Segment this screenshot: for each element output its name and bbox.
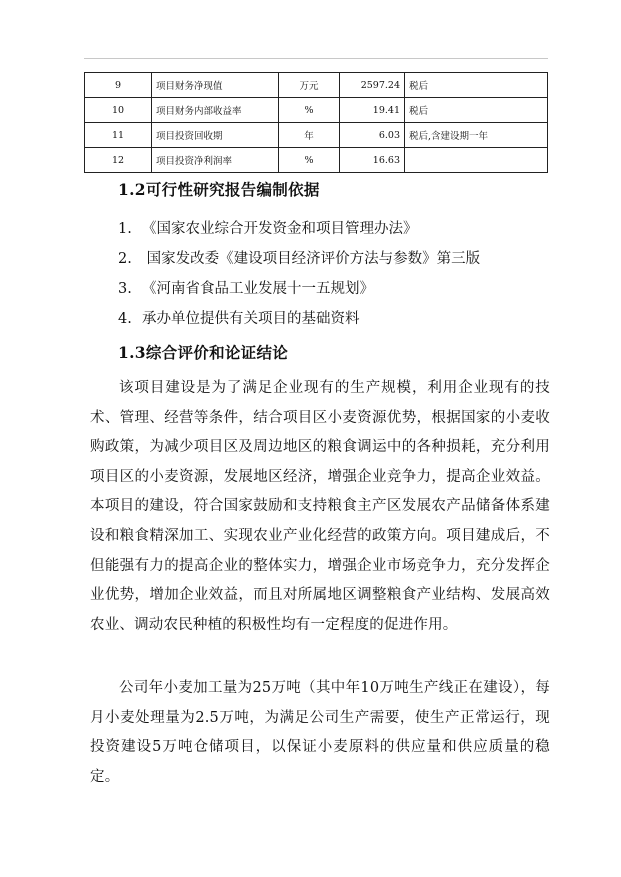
indicator-unit: 万元 bbox=[279, 73, 340, 98]
indicator-note: 税后 bbox=[405, 73, 548, 98]
list-item bbox=[118, 274, 480, 304]
list-item-text: 《河南省食品工业发展十一五规划》 bbox=[142, 281, 374, 297]
conclusion-paragraph: 该项目建设是为了满足企业现有的生产规模，利用企业现有的技术、管理、经营等条件，结合项目区小麦资源优势，根据国家的小麦收购政策，为减少项目区及周边地区的粮食调运中的各种损耗，充分利用项目区的小麦资源，发展地区经济，增强企业竞争力，提高企业效益。本项目的建设，符合国家鼓励和支持粮食主产区发展农产品储备体系建设和粮食精深加工、实现农业产业化经营的政策方向。项目建成后，不但能强有力的提高企业的整体实力，增强企业市场竞争力，充分发挥企业优势，增加企业效益，而且对所属地区调整粮食产业结构、发展高效农业、调动农民种植的积极性均有一定程度的促进作用。 bbox=[90, 380, 550, 633]
reference-list bbox=[118, 214, 480, 334]
row-number: 11 bbox=[85, 123, 152, 148]
indicator-value: 2597.24 bbox=[340, 73, 405, 98]
table-row bbox=[85, 148, 548, 173]
indicator-name: 项目投资回收期 bbox=[152, 123, 279, 148]
indicator-name: 项目财务净现值 bbox=[152, 73, 279, 98]
table-row bbox=[85, 123, 548, 148]
indicator-unit: 年 bbox=[279, 123, 340, 148]
table-row bbox=[85, 73, 548, 98]
list-item bbox=[118, 244, 480, 274]
list-item-text: 《国家农业综合开发资金和项目管理办法》 bbox=[142, 221, 418, 237]
list-item-number: 3. bbox=[118, 281, 132, 297]
financial-indicators-table bbox=[84, 72, 548, 173]
indicator-name: 项目财务内部收益率 bbox=[152, 98, 279, 123]
indicator-value: 19.41 bbox=[340, 98, 405, 123]
indicator-value: 16.63 bbox=[340, 148, 405, 173]
indicator-unit: % bbox=[279, 148, 340, 173]
table-row bbox=[85, 98, 548, 123]
list-item bbox=[118, 304, 480, 334]
indicator-value: 6.03 bbox=[340, 123, 405, 148]
list-item-text: 国家发改委《建设项目经济评价方法与参数》第三版 bbox=[142, 251, 481, 267]
capacity-paragraph: 公司年小麦加工量为25万吨（其中年10万吨生产线正在建设），每月小麦处理量为2.5万吨，为满足公司生产需要，使生产正常运行，现投资建设5万吨仓储项目，以保证小麦原料的供应量和供应质量的稳定。 bbox=[90, 680, 550, 785]
indicator-unit: % bbox=[279, 98, 340, 123]
row-number: 12 bbox=[85, 148, 152, 173]
list-item-number: 4. bbox=[118, 311, 132, 327]
indicator-name: 项目投资净利润率 bbox=[152, 148, 279, 173]
indicator-note: 税后 bbox=[405, 98, 548, 123]
list-item bbox=[118, 214, 480, 244]
indicator-note bbox=[405, 148, 548, 173]
row-number: 9 bbox=[85, 73, 152, 98]
section-heading-1-2: 1.2可行性研究报告编制依据 bbox=[118, 180, 320, 199]
list-item-number: 1. bbox=[118, 221, 132, 237]
header-rule bbox=[84, 58, 548, 59]
list-item-text: 承办单位提供有关项目的基础资料 bbox=[142, 311, 360, 327]
list-item-number: 2. bbox=[118, 251, 132, 267]
row-number: 10 bbox=[85, 98, 152, 123]
section-heading-1-3: 1.3综合评价和论证结论 bbox=[118, 343, 289, 362]
indicator-note: 税后,含建设期一年 bbox=[405, 123, 548, 148]
